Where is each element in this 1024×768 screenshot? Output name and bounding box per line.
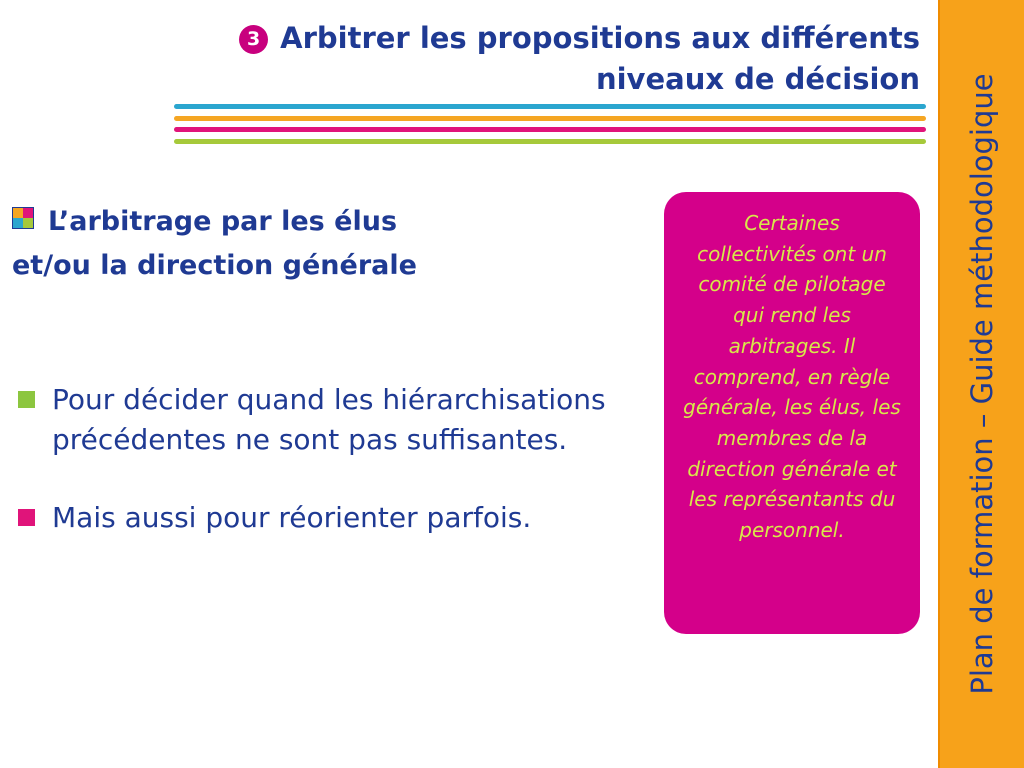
- four-color-square-icon: [12, 207, 34, 229]
- decorative-stripe-green: [174, 139, 926, 144]
- title-line-2: niveaux de décision: [595, 62, 920, 96]
- bullet-text: Mais aussi pour réorienter parfois.: [52, 501, 532, 534]
- circled-number-icon: 3: [239, 25, 268, 54]
- title-line-1: [120, 18, 920, 59]
- decorative-stripe-orange: [174, 116, 926, 121]
- decorative-stripe-blue: [174, 104, 926, 109]
- square-bullet-icon: [18, 509, 35, 526]
- list-item: [14, 498, 654, 538]
- callout-box: [664, 192, 920, 634]
- bullet-text: Pour décider quand les hiérarchisations précédentes ne sont pas suffisantes.: [52, 383, 606, 456]
- decorative-stripe-pink: [174, 127, 926, 132]
- sidebar-title: Plan de formation – Guide méthodologique: [965, 73, 999, 695]
- callout-text: Certaines collectivités ont un comité de pilotage qui rend les arbitrages. Il comprend, en règle générale, les élus, les membres de la direction générale et les représentants du personnel.: [683, 211, 901, 543]
- title-text-1: Arbitrer les propositions aux différents: [280, 21, 920, 55]
- bullet-list: [14, 380, 654, 538]
- subheading-line-2: et/ou la direction générale: [12, 250, 417, 281]
- sidebar-band: [938, 0, 1024, 768]
- list-item: [14, 380, 654, 460]
- subheading-line-1: [12, 200, 572, 244]
- slide-title: [120, 18, 920, 100]
- subheading: [12, 200, 572, 288]
- square-bullet-icon: [18, 391, 35, 408]
- subheading-text-1: L’arbitrage par les élus: [48, 206, 398, 237]
